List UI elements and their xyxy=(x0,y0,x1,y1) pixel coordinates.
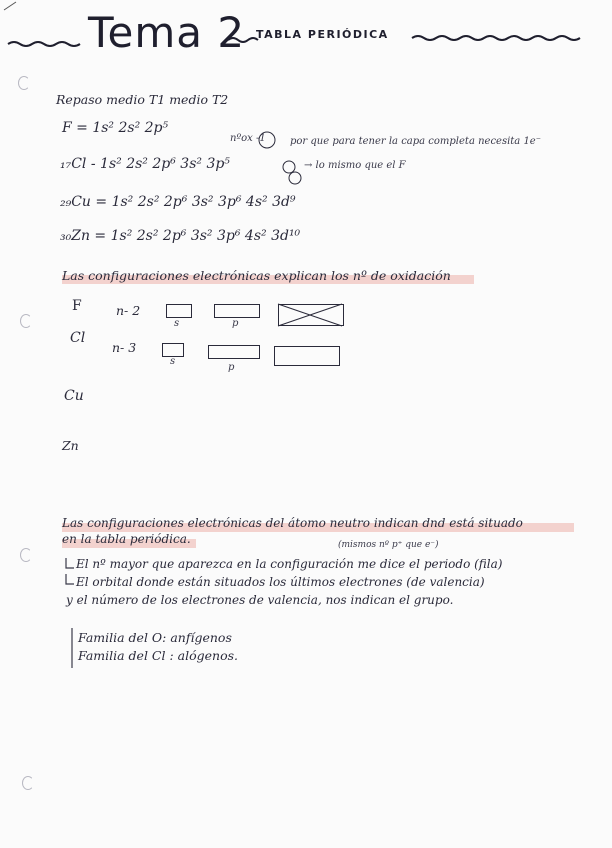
diagram-cl-level: n- 3 xyxy=(112,340,137,355)
diagram-f-level: n- 2 xyxy=(116,303,141,318)
config-cl: ₁₇Cl - 1s² 2s² 2p⁶ 3s² 3p⁵ xyxy=(60,156,230,172)
bullet-arrow xyxy=(66,558,74,568)
diagram-zn-label: Zn xyxy=(62,438,79,453)
intro-line: Repaso medio T1 medio T2 xyxy=(56,92,229,107)
orbital-label-s: s xyxy=(170,356,176,367)
orbital-box-s xyxy=(162,343,184,357)
orbital-label-p: p xyxy=(228,362,235,373)
config-zn: ₃₀Zn = 1s² 2s² 2p⁶ 3s² 3p⁶ 4s² 3d¹⁰ xyxy=(60,228,301,244)
corner-mark xyxy=(4,2,16,10)
heading-table-2: en la tabla periódica. xyxy=(62,532,191,546)
orbital-box-p xyxy=(208,345,260,359)
bullet-period: El nº mayor que aparezca en la configuración me dice el periodo (fila) xyxy=(76,557,503,571)
config-f: F = 1s² 2s² 2p⁵ xyxy=(62,120,169,136)
circle-plus xyxy=(289,172,301,184)
orbital-box-s xyxy=(166,304,192,318)
config-f-note: por que para tener la capa completa necesita 1e⁻ xyxy=(290,136,542,147)
wavy-line-right xyxy=(412,36,580,40)
wavy-line-left xyxy=(8,42,80,46)
diagram-cu-label: Cu xyxy=(64,388,84,404)
config-cu: ₂₉Cu = 1s² 2s² 2p⁶ 3s² 3p⁶ 4s² 3d⁹ xyxy=(60,194,296,210)
orbital-label-s: s xyxy=(174,318,180,329)
orbital-box-p xyxy=(214,304,260,318)
orbital-label-p: p xyxy=(232,318,239,329)
orbital-box-d-crossed xyxy=(278,304,344,326)
page-title: Tema 2 xyxy=(88,8,246,57)
bullet-group-a: El orbital donde están situados los últimos electrones (de valencia) xyxy=(76,575,485,589)
diagram-cl-label: Cl xyxy=(70,330,86,346)
diagram-f-label: F xyxy=(72,298,82,314)
bullet-arrow xyxy=(66,574,74,584)
config-cl-note: → lo mismo que el F xyxy=(304,160,406,171)
config-f-nox: nºox -1 xyxy=(230,133,266,144)
orbital-box-d xyxy=(274,346,340,366)
family-o: Familia del O: anfígenos xyxy=(78,630,232,645)
circle-minus xyxy=(283,161,295,173)
heading-oxidation: Las configuraciones electrónicas explican los nº de oxidación xyxy=(62,268,451,283)
page-subtitle: TABLA PERIÓDICA xyxy=(256,28,389,41)
family-cl: Familia del Cl : alógenos. xyxy=(78,648,238,663)
heading-table-note: (mismos nº p⁺ que e⁻) xyxy=(338,540,439,550)
bullet-group-b: y el número de los electrones de valencia, nos indican el grupo. xyxy=(66,593,454,607)
heading-table-1: Las configuraciones electrónicas del átomo neutro indican dnd está situado xyxy=(62,516,523,530)
